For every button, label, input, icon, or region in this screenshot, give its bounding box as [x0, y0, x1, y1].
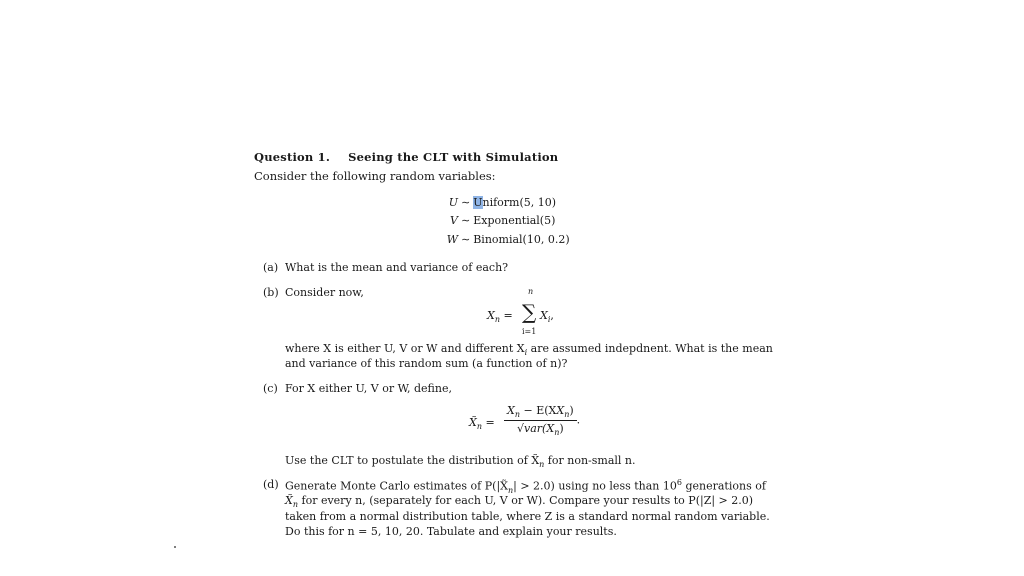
part-d-line4: Do this for n = 5, 10, 20. Tabulate and explain your results. [285, 525, 617, 538]
sum-upper-limit: n [528, 287, 534, 296]
distribution-u: U ∼ Uniform(5, 10) [444, 196, 556, 209]
part-c-after: Use the CLT to postulate the distribution of $X̃_n$ for non-small n. [285, 454, 636, 470]
part-b-label: (b) [263, 286, 279, 299]
stray-mark [174, 546, 176, 548]
sum-formula-rhs: $X_i$, [540, 309, 554, 325]
question-intro: Consider the following random variables: [254, 169, 496, 183]
distribution-name: niform(5, 10) [482, 196, 557, 209]
fraction-denominator: $√var(X_n)$ [517, 422, 564, 438]
distribution-var: V [450, 214, 458, 227]
part-d-label: (d) [263, 478, 279, 491]
part-b-after-line1: where X is either U, V or W and different $X_i$ are assumed indepdnent. What is the mean [285, 342, 773, 358]
distribution-highlight: U [473, 196, 483, 209]
question-title: Seeing the CLT with Simulation [348, 150, 559, 164]
part-c-text: For X either U, V or W, define, [285, 382, 452, 395]
standardized-fraction: $\frac{X_n - E(XX_n)}{√var(X_n)}$ . [504, 404, 580, 437]
sum-formula-lhs: $X_n$ = [487, 309, 513, 325]
part-b-text: Consider now, [285, 286, 364, 299]
standardized-lhs: $X̃_n$ = [469, 416, 495, 432]
part-a-label: (a) [263, 261, 279, 274]
part-d-line2: $X̃_n$ for every n, (separately for each U, V or W). Compare your results to P(|Z| > 2.0) [285, 494, 754, 510]
part-b-after-line2: and variance of this random sum (a function of n)? [285, 357, 568, 370]
distribution-name: Exponential(5) [473, 214, 556, 227]
part-c-label: (c) [263, 382, 278, 395]
part-a-text: What is the mean and variance of each? [285, 261, 509, 274]
distribution-var: W [446, 233, 458, 246]
part-d-line1: Generate Monte Carlo estimates of $P(|X̃_n| > 2.0)$ using no less than $10^6$ generations of [285, 478, 766, 495]
distribution-v: V ∼ Exponential(5) [444, 214, 555, 227]
question-heading [254, 150, 558, 164]
fraction-numerator: $X_n - E(XX_n)$ [504, 404, 577, 421]
question-number: Question 1. [254, 150, 331, 164]
part-d-line3: taken from a normal distribution table, where Z is a standard normal random variable. [285, 510, 770, 523]
sum-symbol: ∑ [522, 300, 537, 324]
distribution-w: W ∼ Binomial(10, 0.2) [444, 233, 570, 246]
distribution-var: U [448, 196, 458, 209]
sum-lower-limit: i=1 [522, 327, 537, 336]
distribution-name: Binomial(10, 0.2) [473, 233, 570, 246]
